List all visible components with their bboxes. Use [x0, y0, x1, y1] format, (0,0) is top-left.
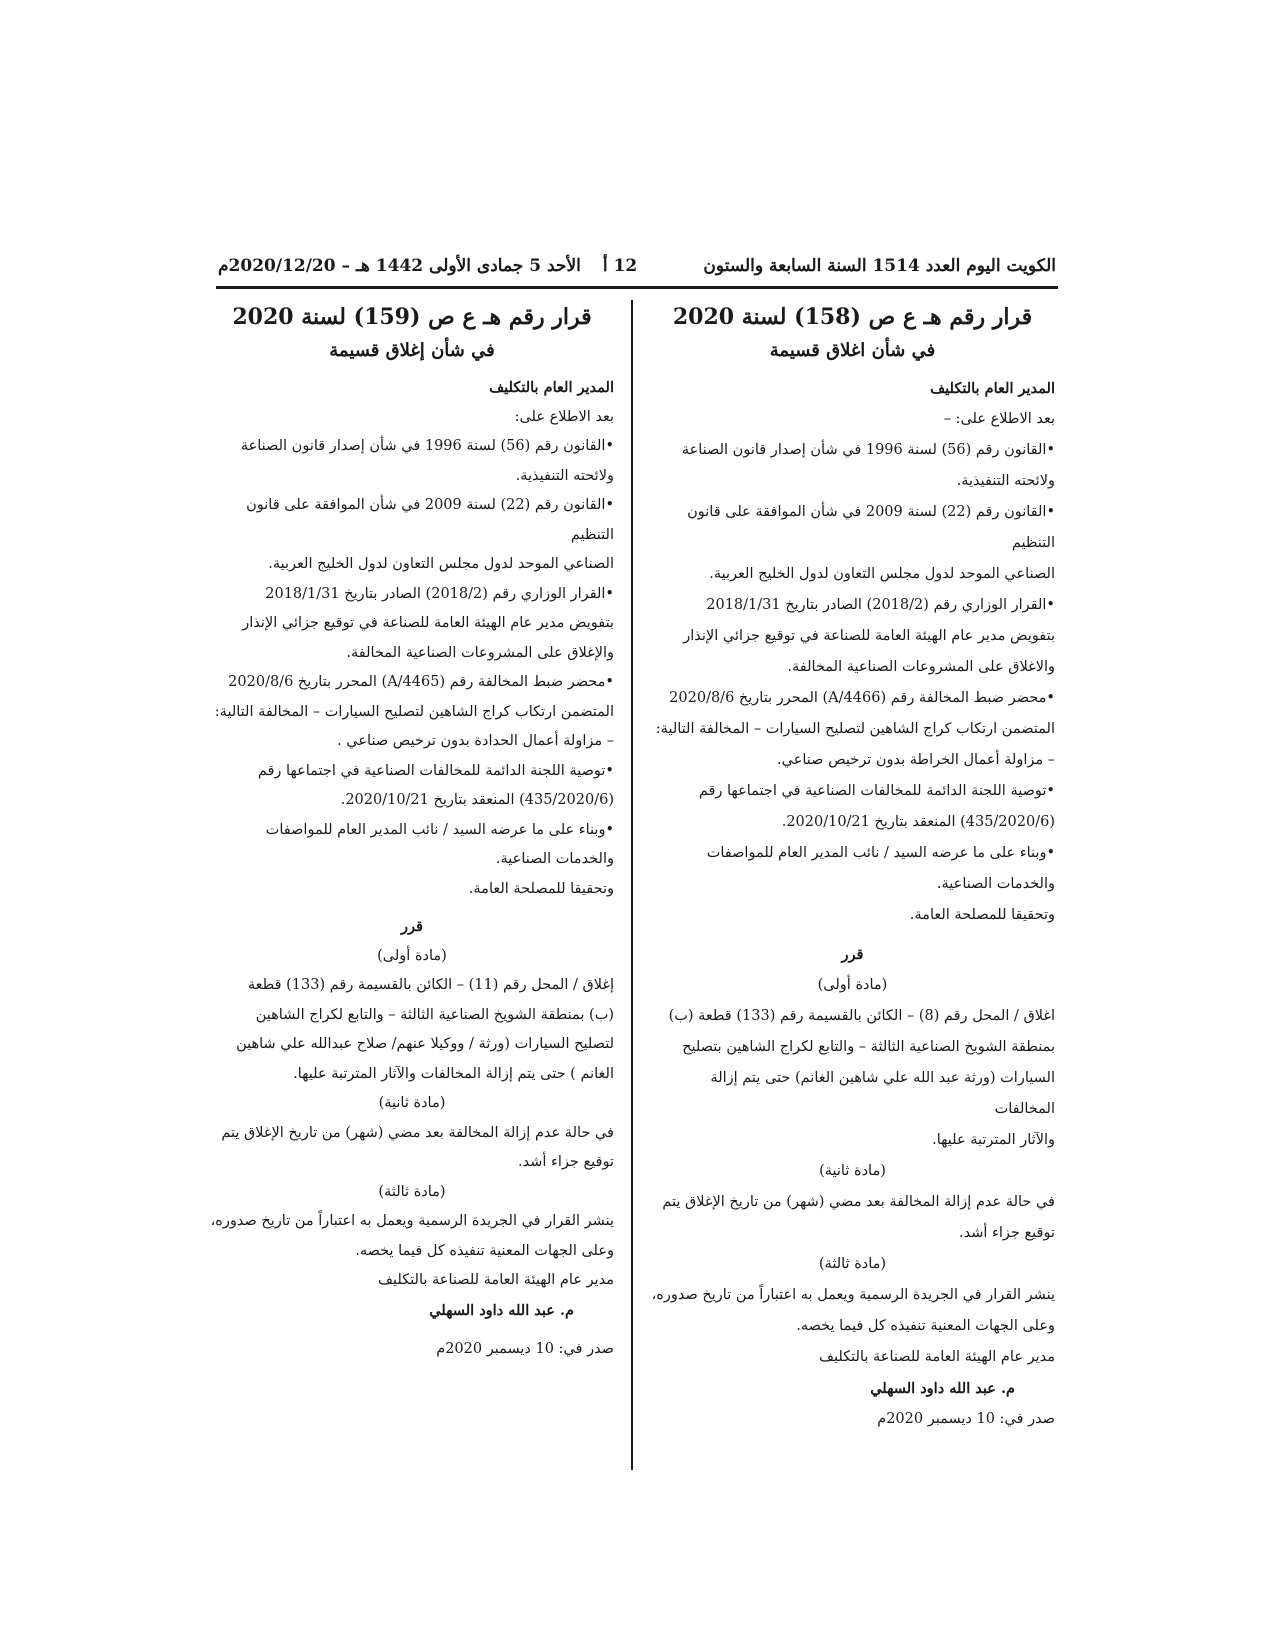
issued-date: صدر في: 10 ديسمبر 2020م: [436, 1341, 614, 1357]
preamble-line: – مزاولة أعمال الخراطة بدون ترخيص صناعي.: [777, 752, 1055, 768]
preamble-line: والاغلاق على المشروعات الصناعية المخالفة.: [787, 659, 1055, 675]
preamble-line: •القرار الوزاري رقم (2018/2) الصادر بتاريخ 2018/1/31: [265, 585, 614, 602]
preamble-line: (435/2020/6) المنعقد بتاريخ 2020/10/21.: [781, 814, 1055, 830]
preamble-line: والإغلاق على المشروعات الصناعية المخالفة.: [346, 644, 614, 661]
article-2-heading: (مادة ثانية): [819, 1163, 886, 1179]
preamble-line: •القانون رقم (56) لسنة 1996 في شأن إصدار قانون الصناعة: [240, 438, 614, 454]
preamble-line: •محضر ضبط المخالفة رقم (A/4465) المحرر بتاريخ 2020/8/6: [228, 674, 614, 690]
decision-159-column: [210, 298, 614, 1365]
preamble-line: ولائحته التنفيذية.: [956, 473, 1055, 489]
preamble-line: وتحقيقا للمصلحة العامة.: [468, 880, 614, 897]
preamble-line: وتحقيقا للمصلحة العامة.: [909, 907, 1055, 923]
preamble-line: •القرار الوزاري رقم (2018/2) الصادر بتاريخ 2018/1/31: [706, 597, 1055, 613]
article-1-line: إغلاق / المحل رقم (11) – الكائن بالقسيمة رقم (133) قطعة: [247, 977, 614, 993]
page-header: [218, 256, 1056, 284]
decision-subtitle: في شأن إغلاق قسيمة: [329, 340, 495, 361]
article-3-line: وعلى الجهات المعنية تنفيذه كل فيما يخصه.: [796, 1318, 1055, 1334]
preamble-line: الصناعي الموحد لدول مجلس التعاون لدول الخليج العربية.: [268, 556, 614, 572]
article-1-line: الغانم ) حتى يتم إزالة المخالفات والآثار المترتبة عليها.: [293, 1065, 614, 1082]
preamble-line: •وبناء على ما عرضه السيد / نائب المدير العام للمواصفات: [706, 845, 1055, 861]
preamble-line: المدير العام بالتكليف: [930, 380, 1055, 397]
decided-heading: قرر: [401, 918, 423, 935]
article-1-line: (ب) بمنطقة الشويخ الصناعية الثالثة – والتابع لكراج الشاهين: [255, 1006, 614, 1023]
preamble-line: بعد الاطلاع على:: [514, 408, 614, 425]
decision-title: قرار رقم هـ ع ص (159) لسنة 2020: [232, 304, 592, 330]
preamble-line: •محضر ضبط المخالفة رقم (A/4466) المحرر بتاريخ 2020/8/6: [669, 690, 1055, 706]
preamble-line: المتضمن ارتكاب كراج الشاهين لتصليح السيارات – المخالفة التالية:: [655, 721, 1055, 737]
preamble-line: •توصية اللجنة الدائمة للمخالفات الصناعية في اجتماعها رقم: [698, 783, 1055, 799]
column-divider: [631, 300, 633, 1470]
article-1-line: السيارات (ورثة عبد الله علي شاهين الغانم) حتى يتم إزالة المخالفات: [710, 1070, 1055, 1117]
preamble-line: •وبناء على ما عرضه السيد / نائب المدير العام للمواصفات: [265, 821, 614, 838]
article-2-line: في حالة عدم إزالة المخالفة بعد مضي (شهر) من تاريخ الإغلاق يتم: [221, 1124, 614, 1141]
header-date: الأحد 5 جمادى الأولى 1442 هـ – 2020/12/20م: [218, 256, 581, 276]
signature-title: مدير عام الهيئة العامة للصناعة بالتكليف: [818, 1349, 1055, 1365]
article-1-line: لتصليح السيارات (ورثة / ووكيلا عنهم/ صلاح عبدالله علي شاهين: [236, 1036, 614, 1052]
issued-date: صدر في: 10 ديسمبر 2020م: [877, 1411, 1055, 1427]
signature-name: م. عبد الله داود السهلي: [429, 1301, 574, 1319]
header-publication: الكويت اليوم العدد 1514 السنة السابعة والستون: [703, 256, 1056, 276]
decision-title: قرار رقم هـ ع ص (158) لسنة 2020: [672, 304, 1033, 330]
signature-title: مدير عام الهيئة العامة للصناعة بالتكليف: [377, 1272, 614, 1288]
article-3-heading: (مادة ثالثة): [378, 1183, 446, 1200]
preamble-line: (435/2020/6) المنعقد بتاريخ 2020/10/21.: [340, 792, 614, 808]
preamble-line: المتضمن ارتكاب كراج الشاهين لتصليح السيارات – المخالفة التالية:: [214, 703, 614, 720]
article-3-line: ينشر القرار في الجريدة الرسمية ويعمل به اعتباراً من تاريخ صدوره،: [651, 1287, 1055, 1303]
decision-158-column: [650, 298, 1055, 1435]
header-rule: [216, 286, 1058, 289]
preamble-line: •القانون رقم (22) لسنة 2009 في شأن الموافقة على قانون التنظيم: [687, 504, 1055, 551]
article-3-heading: (مادة ثالثة): [818, 1256, 887, 1272]
preamble-line: بعد الاطلاع على: –: [943, 411, 1055, 427]
decision-subtitle: في شأن اغلاق قسيمة: [769, 340, 936, 361]
preamble-line: •القانون رقم (56) لسنة 1996 في شأن إصدار قانون الصناعة: [681, 442, 1055, 458]
article-2-heading: (مادة ثانية): [378, 1095, 446, 1111]
article-2-line: في حالة عدم إزالة المخالفة بعد مضي (شهر) من تاريخ الإغلاق يتم: [662, 1194, 1055, 1210]
preamble-line: والخدمات الصناعية.: [495, 851, 614, 867]
preamble-line: – مزاولة أعمال الحدادة بدون ترخيص صناعي .: [337, 733, 614, 749]
article-1-heading: (مادة أولى): [377, 947, 447, 964]
preamble-line: •توصية اللجنة الدائمة للمخالفات الصناعية في اجتماعها رقم: [257, 762, 614, 779]
article-1-line: بمنطقة الشويخ الصناعية الثالثة – والتابع لكراج الشاهين بتصليح: [682, 1039, 1055, 1055]
article-3-line: وعلى الجهات المعنية تنفيذه كل فيما يخصه.: [355, 1242, 614, 1259]
article-1-line: والآثار المترتبة عليها.: [932, 1132, 1055, 1148]
preamble-line: بتفويض مدير عام الهيئة العامة للصناعة في توقيع جزائي الإنذار: [242, 615, 614, 631]
preamble-line: الصناعي الموحد لدول مجلس التعاون لدول الخليج العربية.: [709, 566, 1055, 582]
preamble-line: المدير العام بالتكليف: [489, 379, 614, 396]
header-page-number: 12 أ: [602, 256, 638, 276]
article-1-line: اغلاق / المحل رقم (8) – الكائن بالقسيمة رقم (133) قطعة (ب): [668, 1008, 1055, 1024]
preamble-line: •القانون رقم (22) لسنة 2009 في شأن الموافقة على قانون التنظيم: [246, 497, 614, 543]
preamble-line: ولائحته التنفيذية.: [515, 467, 614, 484]
preamble-line: والخدمات الصناعية.: [936, 876, 1055, 892]
article-2-line: توقيع جزاء أشد.: [959, 1225, 1055, 1241]
article-1-heading: (مادة أولى): [817, 977, 888, 993]
article-3-line: ينشر القرار في الجريدة الرسمية ويعمل به اعتباراً من تاريخ صدوره،: [210, 1213, 614, 1229]
preamble-line: بتفويض مدير عام الهيئة العامة للصناعة في توقيع جزائي الإنذار: [683, 628, 1055, 644]
decided-heading: قرر: [841, 946, 864, 963]
article-2-line: توقيع جزاء أشد.: [518, 1154, 614, 1170]
signature-name: م. عبد الله داود السهلي: [870, 1380, 1015, 1397]
